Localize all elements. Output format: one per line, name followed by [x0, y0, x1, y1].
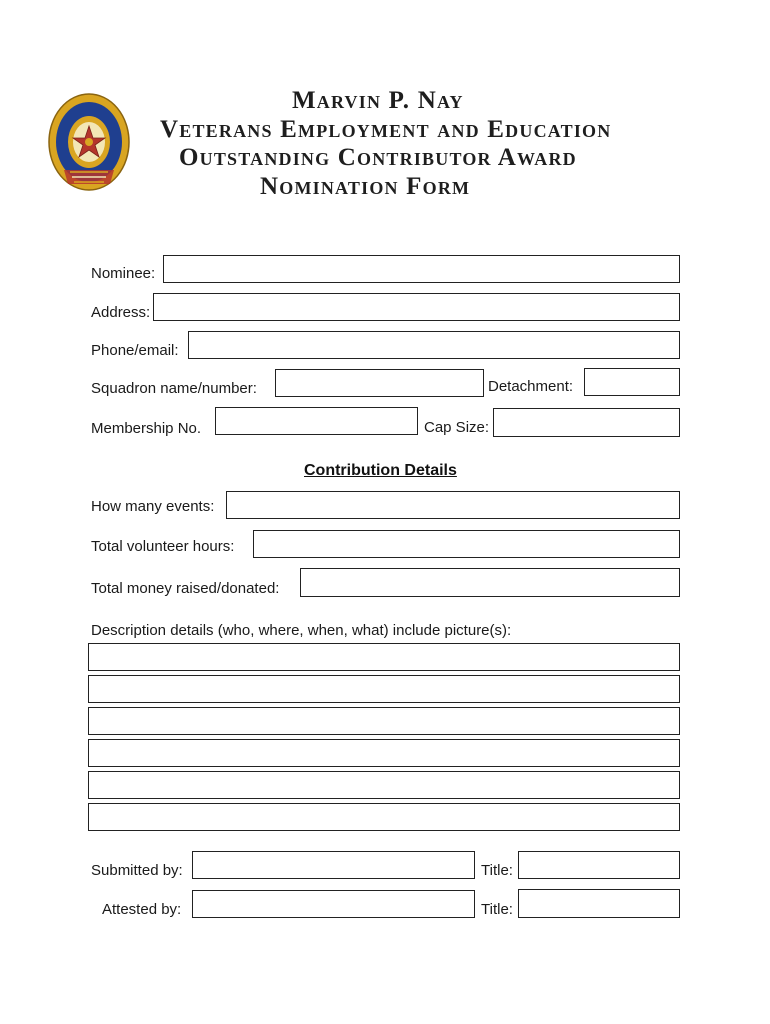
cap-size-input[interactable]	[493, 408, 680, 437]
address-label: Address:	[91, 304, 151, 321]
money-raised-input[interactable]	[300, 568, 680, 597]
title-line-3: Outstanding Contributor Award	[179, 144, 577, 171]
squadron-input[interactable]	[275, 369, 484, 397]
sons-of-the-american-legion-emblem-icon	[48, 92, 130, 192]
contribution-details-heading: Contribution Details	[304, 462, 457, 479]
description-label: Description details (who, where, when, what) include picture(s):	[91, 622, 512, 639]
title-line-2: Veterans Employment and Education	[160, 116, 612, 143]
title-line-1: Marvin P. Nay	[292, 87, 464, 114]
events-label: How many events:	[91, 498, 215, 515]
nominee-label: Nominee:	[91, 265, 156, 282]
money-raised-label: Total money raised/donated:	[91, 580, 280, 597]
nominee-input[interactable]	[163, 255, 680, 283]
address-input[interactable]	[153, 293, 680, 321]
attested-title-input[interactable]	[518, 889, 680, 918]
submitted-title-label: Title:	[481, 862, 513, 879]
description-line-6[interactable]	[88, 803, 680, 831]
submitted-by-input[interactable]	[192, 851, 475, 879]
submitted-title-input[interactable]	[518, 851, 680, 879]
detachment-label: Detachment:	[488, 378, 574, 395]
membership-number-input[interactable]	[215, 407, 418, 435]
attested-by-input[interactable]	[192, 890, 475, 918]
membership-number-label: Membership No.	[91, 420, 202, 437]
volunteer-hours-label: Total volunteer hours:	[91, 538, 235, 555]
submitted-by-label: Submitted by:	[91, 862, 183, 879]
phone-email-input[interactable]	[188, 331, 680, 359]
squadron-label: Squadron name/number:	[91, 380, 257, 397]
description-line-2[interactable]	[88, 675, 680, 703]
phone-email-label: Phone/email:	[91, 342, 179, 359]
attested-by-label: Attested by:	[102, 901, 182, 918]
description-line-1[interactable]	[88, 643, 680, 671]
description-line-3[interactable]	[88, 707, 680, 735]
attested-title-label: Title:	[481, 901, 513, 918]
events-input[interactable]	[226, 491, 680, 519]
description-line-4[interactable]	[88, 739, 680, 767]
detachment-input[interactable]	[584, 368, 680, 396]
volunteer-hours-input[interactable]	[253, 530, 680, 558]
description-line-5[interactable]	[88, 771, 680, 799]
cap-size-label: Cap Size:	[424, 419, 490, 436]
title-line-4: Nomination Form	[260, 173, 471, 200]
